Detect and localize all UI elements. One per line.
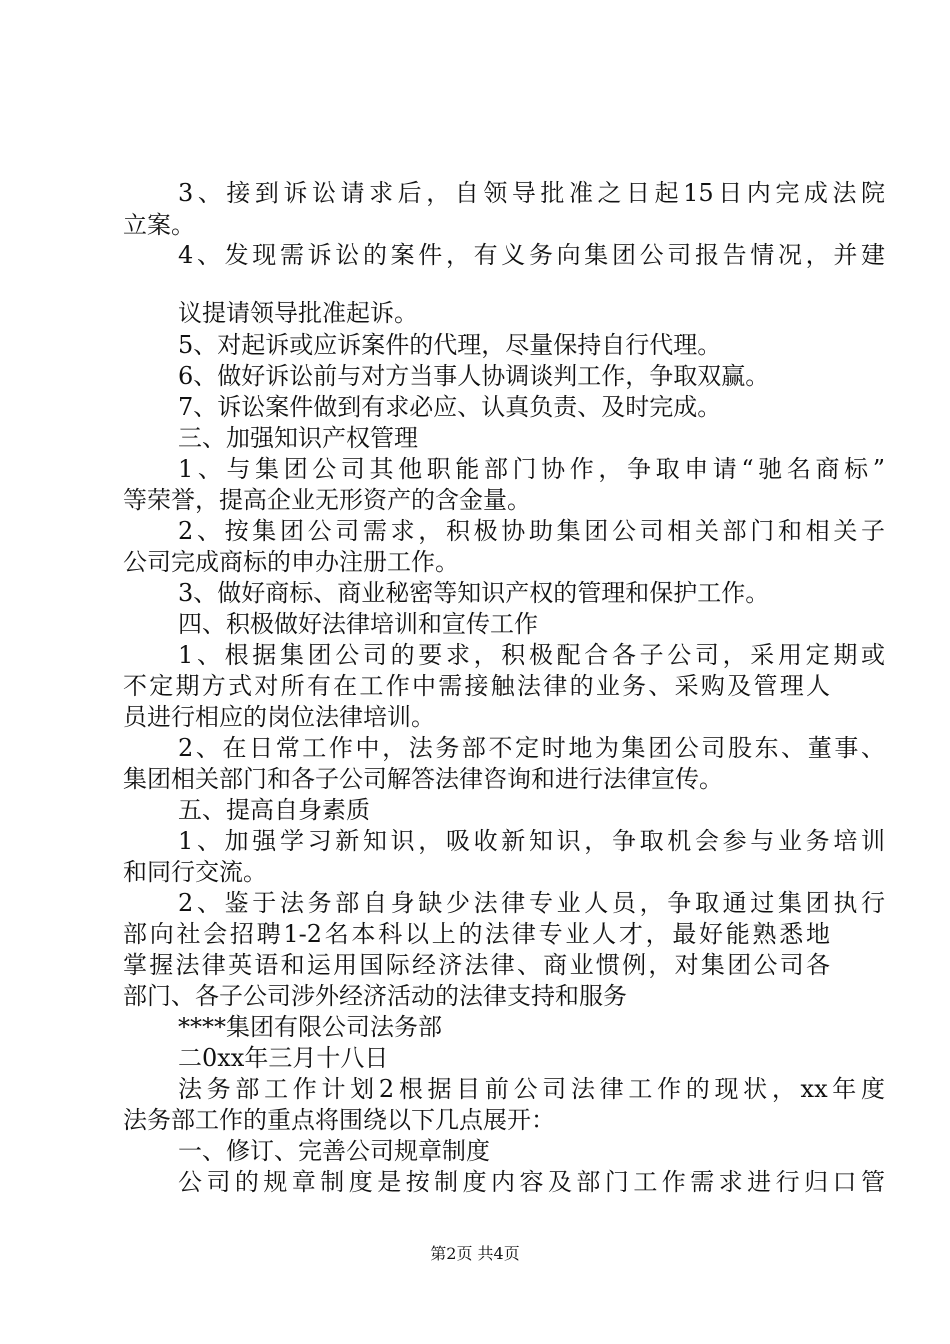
- text-line: 4、发现需诉讼的案件，有义务向集团公司报告情况，并建: [178, 241, 885, 269]
- section-heading: 四、积极做好法律培训和宣传工作: [178, 610, 538, 638]
- text-line: 立案。: [123, 211, 195, 239]
- section-heading: 五、提高自身素质: [178, 796, 370, 824]
- text-line: 员进行相应的岗位法律培训。: [123, 703, 435, 731]
- text-line: 掌握法律英语和运用国际经济法律、商业惯例，对集团公司各: [123, 951, 830, 979]
- text-line: 等荣誉，提高企业无形资产的含金量。: [123, 486, 531, 514]
- text-line: 2、按集团公司需求，积极协助集团公司相关部门和相关子: [178, 517, 885, 545]
- signature-org: ****集团有限公司法务部: [178, 1013, 442, 1041]
- text-line: 和同行交流。: [123, 858, 267, 886]
- text-line: 1、加强学习新知识，吸收新知识，争取机会参与业务培训: [178, 827, 885, 855]
- text-line: 5、对起诉或应诉案件的代理，尽量保持自行代理。: [178, 331, 722, 359]
- section-heading: 三、加强知识产权管理: [178, 424, 418, 452]
- signature-date: 二0xx年三月十八日: [178, 1044, 389, 1072]
- text-line: 2、鉴于法务部自身缺少法律专业人员，争取通过集团执行: [178, 889, 885, 917]
- text-line: 7、诉讼案件做到有求必应、认真负责、及时完成。: [178, 393, 722, 421]
- text-line: 公司完成商标的申办注册工作。: [123, 548, 459, 576]
- section-heading: 一、修订、完善公司规章制度: [178, 1137, 490, 1165]
- text-line: 3、接到诉讼请求后，自领导批准之日起15日内完成法院: [178, 179, 885, 207]
- page-footer: 第2页 共4页: [430, 1244, 520, 1263]
- text-line: 法务部工作的重点将围绕以下几点展开：: [123, 1106, 555, 1134]
- text-line: 法务部工作计划2根据目前公司法律工作的现状，xx年度: [178, 1075, 885, 1103]
- text-line: 公司的规章制度是按制度内容及部门工作需求进行归口管: [178, 1168, 885, 1196]
- text-line: 部门、各子公司涉外经济活动的法律支持和服务: [123, 982, 627, 1010]
- text-line: 3、做好商标、商业秘密等知识产权的管理和保护工作。: [178, 579, 770, 607]
- text-line: 议提请领导批准起诉。: [178, 299, 418, 327]
- text-line: 集团相关部门和各子公司解答法律咨询和进行法律宣传。: [123, 765, 723, 793]
- text-line: 不定期方式对所有在工作中需接触法律的业务、采购及管理人: [123, 672, 830, 700]
- text-line: 6、做好诉讼前与对方当事人协调谈判工作，争取双赢。: [178, 362, 770, 390]
- text-line: 1、与集团公司其他职能部门协作，争取申请“驰名商标”: [178, 455, 885, 483]
- text-line: 1、根据集团公司的要求，积极配合各子公司，采用定期或: [178, 641, 885, 669]
- text-line: 2、在日常工作中，法务部不定时地为集团公司股东、董事、: [178, 734, 885, 762]
- text-line: 部向社会招聘1-2名本科以上的法律专业人才，最好能熟悉地: [123, 920, 830, 948]
